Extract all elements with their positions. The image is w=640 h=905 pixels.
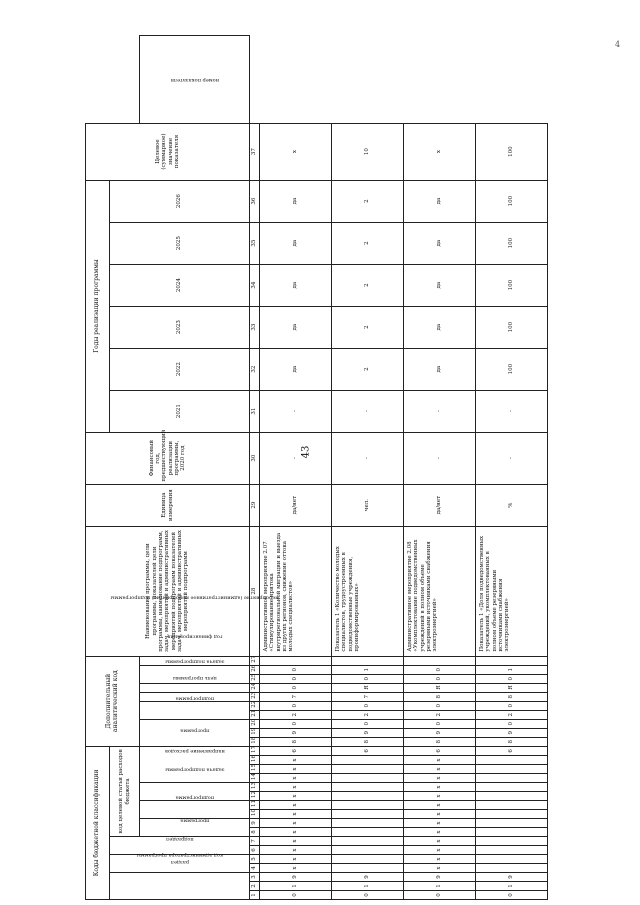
row-target-value: 10	[332, 123, 404, 180]
code-cell	[476, 819, 548, 828]
column-number: 30	[250, 432, 260, 484]
code-cell: 1	[404, 882, 476, 891]
code-cell: х	[260, 783, 332, 792]
code-cell: 0	[260, 891, 332, 900]
column-number: 14	[250, 774, 260, 783]
code-col-header: программа	[140, 819, 250, 837]
row-year-value: 100	[476, 180, 548, 222]
column-number: 24	[250, 683, 260, 692]
code-cell: 9	[332, 873, 404, 882]
row-fin-year-value: -	[404, 432, 476, 484]
code-cell: 0	[476, 891, 548, 900]
code-cell: х	[260, 819, 332, 828]
row-unit: да/нет	[404, 484, 476, 526]
column-number: 13	[250, 783, 260, 792]
code-cell	[332, 756, 404, 765]
row-year-value: -	[476, 390, 548, 432]
code-cell	[332, 783, 404, 792]
code-cell	[476, 792, 548, 801]
code-cell	[332, 792, 404, 801]
row-year-value: да	[404, 222, 476, 264]
column-number: 21	[250, 710, 260, 719]
code-cell	[476, 801, 548, 810]
column-number: 7	[250, 837, 260, 846]
column-number: 29	[250, 484, 260, 526]
code-cell: х	[404, 801, 476, 810]
code-cell: х	[260, 828, 332, 837]
row-unit: %	[476, 484, 548, 526]
code-cell: 1	[332, 665, 404, 674]
code-cell: 8	[404, 737, 476, 746]
code-cell	[332, 801, 404, 810]
row-year-value: да	[260, 306, 332, 348]
code-cell	[476, 837, 548, 846]
code-cell: 2	[404, 710, 476, 719]
column-number-row	[250, 36, 260, 900]
column-number: 4	[250, 864, 260, 873]
code-cell: 1	[332, 882, 404, 891]
code-cell: 2	[332, 710, 404, 719]
analytic-col-header: задача подпрограммы	[140, 683, 250, 692]
code-cell: 9	[260, 873, 332, 882]
row-year-value: -	[404, 390, 476, 432]
analytic-col-header: год финансирования	[140, 656, 250, 665]
code-cell	[332, 774, 404, 783]
column-number: 37	[250, 123, 260, 180]
code-cell: х	[260, 864, 332, 873]
column-number: 28	[250, 526, 260, 656]
column-number: 33	[250, 306, 260, 348]
code-cell: 9	[332, 728, 404, 737]
column-number: 25	[250, 674, 260, 683]
column-number: 34	[250, 264, 260, 306]
code-cell: 9	[260, 728, 332, 737]
code-cell	[476, 846, 548, 855]
code-cell: 0	[404, 891, 476, 900]
unit-header: Единица измерения	[86, 484, 250, 526]
code-col-header: подпрограмма	[140, 801, 250, 819]
code-cell	[476, 656, 548, 665]
code-cell	[332, 837, 404, 846]
code-cell: 0	[476, 719, 548, 728]
row-description: Показатель 1 «Количество молодых специалистов, трудоустроенных в подведомственные учреждения, проинформированных»	[332, 526, 404, 656]
code-cell: 0	[332, 891, 404, 900]
year-header: 2025	[110, 222, 250, 264]
code-col-header: подраздел	[110, 837, 250, 855]
column-number: 6	[250, 846, 260, 855]
code-cell: Я	[476, 683, 548, 692]
code-cell: х	[260, 837, 332, 846]
row-year-value: да	[404, 306, 476, 348]
code-cell: 8	[476, 737, 548, 746]
page-number: 43	[300, 445, 312, 459]
table-body	[260, 36, 548, 900]
description-header: Наименование программы, цели программы, показателей цели программы, наименование подпрограмм, задач, мероприятий и административных мероприятий подпрограмм показателей задач, мероприятий и административных мероприятий подпрограмм	[86, 526, 250, 656]
code-cell	[476, 756, 548, 765]
code-cell: х	[404, 783, 476, 792]
row-year-value: да	[404, 180, 476, 222]
code-cell: 0	[404, 665, 476, 674]
code-cell: 0	[332, 701, 404, 710]
code-col-header: раздел	[110, 855, 250, 873]
code-cell	[332, 810, 404, 819]
year-header: 2026	[110, 180, 250, 222]
code-cell: 1	[260, 882, 332, 891]
column-number: 27	[250, 656, 260, 665]
analytic-col-header: мероприятие (административное мероприятие) подпрограммы	[140, 665, 250, 683]
code-cell: х	[260, 846, 332, 855]
code-cell: 0	[260, 674, 332, 683]
column-number: 19	[250, 728, 260, 737]
column-number: 26	[250, 665, 260, 674]
column-number: 32	[250, 348, 260, 390]
analytic-col-header: номер показателя	[140, 36, 250, 124]
code-cell: х	[404, 837, 476, 846]
row-year-value: да	[260, 222, 332, 264]
code-cell: 0	[404, 701, 476, 710]
code-cell: х	[404, 774, 476, 783]
code-cell: х	[260, 792, 332, 801]
row-year-value: 2	[332, 306, 404, 348]
code-cell: 6	[260, 746, 332, 755]
code-cell: х	[260, 810, 332, 819]
code-cell	[476, 783, 548, 792]
code-cell: 0	[260, 719, 332, 728]
row-description: Административное мероприятие 2.08 «Укомплектование подведомственных учреждений в полном объеме резервными источниками снабжения электроэнергией»	[404, 526, 476, 656]
code-cell	[332, 828, 404, 837]
column-number: 35	[250, 222, 260, 264]
code-cell: х	[260, 855, 332, 864]
code-cell: 0	[476, 674, 548, 683]
code-cell: х	[404, 756, 476, 765]
code-cell: 9	[476, 728, 548, 737]
row-fin-year-value: -	[476, 432, 548, 484]
code-cell	[476, 864, 548, 873]
code-cell: 2	[260, 710, 332, 719]
row-unit: да/нет	[260, 484, 332, 526]
code-cell	[332, 864, 404, 873]
column-number: 20	[250, 719, 260, 728]
row-target-value: 100	[476, 123, 548, 180]
code-cell: 0	[404, 719, 476, 728]
scan-mark: 4	[615, 40, 621, 49]
code-cell: 7	[260, 692, 332, 701]
row-fin-year-value: -	[260, 432, 332, 484]
column-number: 16	[250, 756, 260, 765]
code-cell	[260, 656, 332, 665]
code-cell: 0	[476, 701, 548, 710]
year-header: 2022	[110, 348, 250, 390]
column-number: 12	[250, 792, 260, 801]
row-year-value: 2	[332, 348, 404, 390]
code-cell: х	[260, 765, 332, 774]
code-cell: 0	[260, 701, 332, 710]
code-cell	[332, 855, 404, 864]
code-cell	[476, 765, 548, 774]
code-cell	[476, 855, 548, 864]
row-year-value: 2	[332, 222, 404, 264]
target-header: Целевое (суммарное) значение показателя	[86, 123, 250, 180]
code-cell: 6	[332, 746, 404, 755]
row-year-value: да	[404, 264, 476, 306]
row-year-value: 100	[476, 264, 548, 306]
code-cell: 0	[332, 674, 404, 683]
code-cell: х	[404, 864, 476, 873]
column-number: 36	[250, 180, 260, 222]
year-header: 2021	[110, 390, 250, 432]
code-cell: 8	[404, 692, 476, 701]
code-cell: Я	[332, 683, 404, 692]
code-col-header: код администратора программы	[110, 873, 250, 900]
column-number: 22	[250, 701, 260, 710]
code-cell: х	[260, 756, 332, 765]
code-cell: 7	[332, 692, 404, 701]
column-number: 3	[250, 873, 260, 882]
code-cell: х	[404, 855, 476, 864]
year-header: 2023	[110, 306, 250, 348]
code-cell: 8	[476, 692, 548, 701]
rotated-table-wrapper	[85, 35, 548, 900]
column-number: 9	[250, 819, 260, 828]
code-cell: 9	[404, 873, 476, 882]
code-cell	[332, 819, 404, 828]
code-cell: 9	[476, 873, 548, 882]
code-cell: 1	[476, 665, 548, 674]
code-cell: х	[404, 846, 476, 855]
code-cell: 8	[332, 737, 404, 746]
row-description: Административное мероприятие 2.07 «Стимулирование притока внутрирегиональной миграции и выезда из других регионов, снижение оттока молодых специалистов»	[260, 526, 332, 656]
code-cell	[332, 846, 404, 855]
row-description: Показатель 1 «Доля подведомственных учреждений, укомплектованных в полном объеме резервными источниками снабжения электроэнергией»	[476, 526, 548, 656]
column-number: 18	[250, 737, 260, 746]
code-cell	[404, 656, 476, 665]
row-year-value: 100	[476, 306, 548, 348]
row-unit: чел.	[332, 484, 404, 526]
analytic-col-header: цель программы	[140, 692, 250, 701]
code-cell: 0	[260, 665, 332, 674]
code-cell: х	[404, 765, 476, 774]
code-cell: х	[260, 774, 332, 783]
column-number: 11	[250, 801, 260, 810]
column-number: 5	[250, 855, 260, 864]
table-row	[404, 36, 476, 900]
row-target-value: х	[260, 123, 332, 180]
analytic-col-header: подпрограмма	[140, 701, 250, 719]
code-cell: 2	[476, 710, 548, 719]
table-row	[332, 36, 404, 900]
code-cell: х	[404, 819, 476, 828]
code-cell: 9	[404, 728, 476, 737]
row-year-value: да	[260, 348, 332, 390]
code-cell: 0	[332, 719, 404, 728]
codes-group-header: Коды бюджетной классификации	[86, 746, 110, 899]
row-year-value: 2	[332, 264, 404, 306]
code-cell	[476, 828, 548, 837]
row-year-value: 2	[332, 180, 404, 222]
code-cell: 6	[476, 746, 548, 755]
row-year-value: да	[260, 264, 332, 306]
column-number: 8	[250, 828, 260, 837]
table-row	[260, 36, 332, 900]
year-header: 2024	[110, 264, 250, 306]
row-year-value: 100	[476, 348, 548, 390]
years-group-header: Годы реализации программы	[86, 180, 110, 432]
table-row	[476, 36, 548, 900]
row-year-value: да	[260, 180, 332, 222]
fin-year-header: Финансовый год, предшествующий реализации программы, 2020 год	[86, 432, 250, 484]
column-number: 1	[250, 891, 260, 900]
code-cell: х	[260, 801, 332, 810]
row-year-value: 100	[476, 222, 548, 264]
code-cell: 0	[260, 683, 332, 692]
code-cell: 0	[404, 674, 476, 683]
code-cell: Я	[404, 683, 476, 692]
column-number: 17	[250, 746, 260, 755]
code-col-header: направление расходов	[140, 746, 250, 782]
code-cell	[332, 656, 404, 665]
row-year-value: -	[332, 390, 404, 432]
analytic-col-header: программа	[140, 719, 250, 746]
code-cell: 1	[476, 882, 548, 891]
code-cell	[332, 765, 404, 774]
code-cell	[476, 774, 548, 783]
column-number: 2	[250, 882, 260, 891]
code-cell	[476, 810, 548, 819]
code-cell: 6	[404, 746, 476, 755]
row-fin-year-value: -	[332, 432, 404, 484]
code-col-header: задача подпрограммы	[140, 783, 250, 801]
row-year-value: -	[260, 390, 332, 432]
row-year-value: да	[404, 348, 476, 390]
analytic-group-header: Дополнительный аналитический код	[86, 656, 140, 746]
row-target-value: х	[404, 123, 476, 180]
column-number: 23	[250, 692, 260, 701]
code-cell: х	[404, 828, 476, 837]
program-table	[85, 35, 548, 900]
column-number: 10	[250, 810, 260, 819]
expense-article-header: код целевой статьи расходов бюджета	[110, 746, 140, 836]
code-cell: х	[404, 792, 476, 801]
code-cell: 8	[260, 737, 332, 746]
code-cell: х	[404, 810, 476, 819]
column-number: 15	[250, 765, 260, 774]
column-number: 31	[250, 390, 260, 432]
